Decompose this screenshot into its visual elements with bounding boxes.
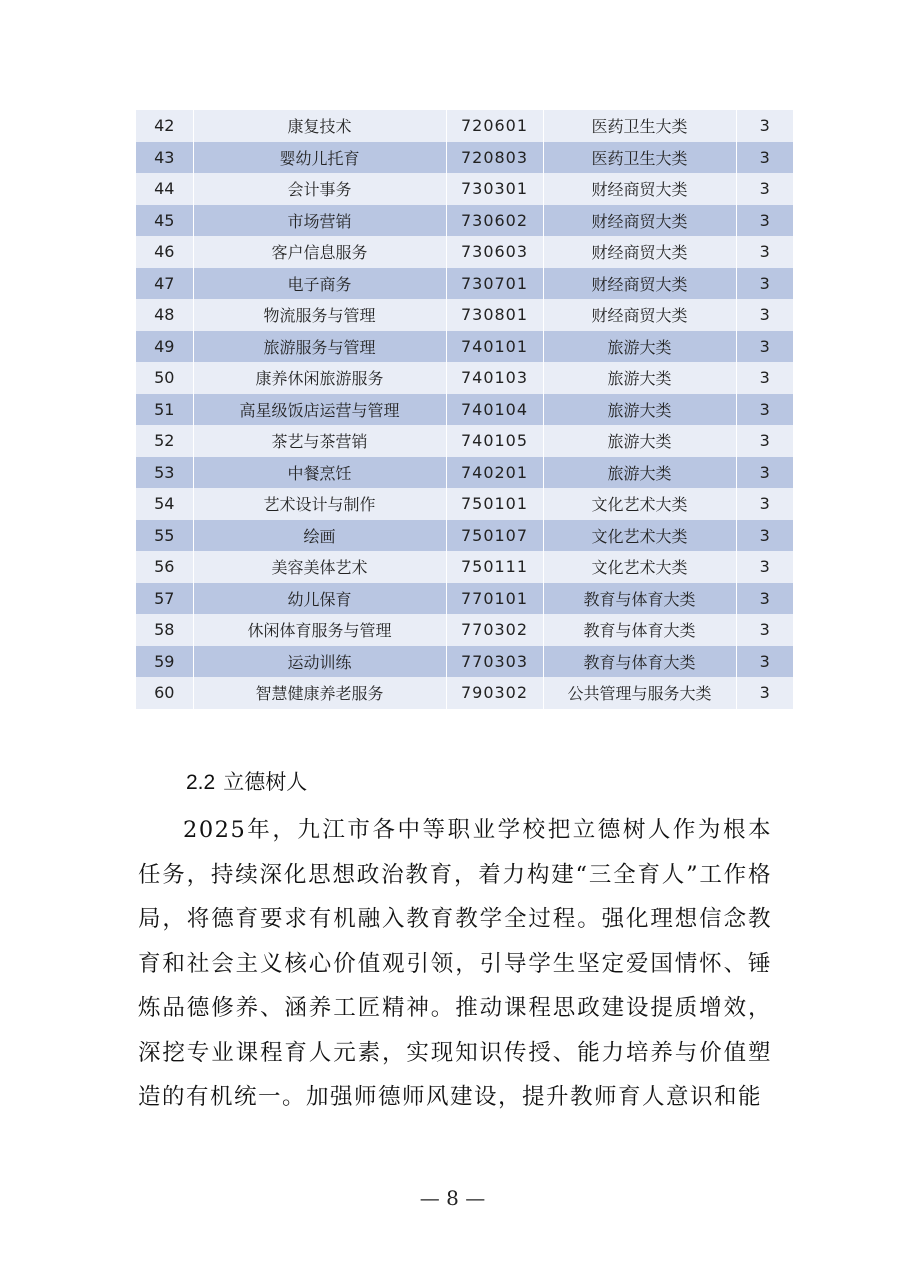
body-paragraph: 2025年，九江市各中等职业学校把立德树人作为根本任务，持续深化思想政治教育，着力构建“三全育人”工作格局，将德育要求有机融入教育教学全过程。强化理想信念教育和社会主义核心价值观引领，引导学生坚定爱国情怀、锤炼品德修养、涵养工匠精神。推动课程思政建设提质增效，深挖专业课程育人元素，实现知识传授、能力培养与价值塑造的有机统一。加强师德师风建设，提升教师育人意识和能 [138, 817, 772, 1110]
table-row [136, 488, 793, 520]
table-row [136, 425, 793, 457]
study-years-cell: 3 [736, 236, 793, 268]
table-row [136, 614, 793, 646]
row-number-cell: 52 [136, 425, 193, 457]
study-years-cell: 3 [736, 520, 793, 552]
major-name-cell: 运动训练 [193, 646, 446, 678]
row-number-cell: 54 [136, 488, 193, 520]
major-code-cell: 720803 [446, 142, 543, 174]
major-name-cell: 休闲体育服务与管理 [193, 614, 446, 646]
table-row [136, 142, 793, 174]
major-code-cell: 750111 [446, 551, 543, 583]
major-name-cell: 旅游服务与管理 [193, 331, 446, 363]
major-code-cell: 720601 [446, 110, 543, 142]
row-number-cell: 46 [136, 236, 193, 268]
major-category-cell: 财经商贸大类 [543, 268, 736, 300]
major-category-cell: 财经商贸大类 [543, 173, 736, 205]
study-years-cell: 3 [736, 110, 793, 142]
table-row [136, 394, 793, 426]
study-years-cell: 3 [736, 551, 793, 583]
major-name-cell: 物流服务与管理 [193, 299, 446, 331]
major-category-cell: 旅游大类 [543, 362, 736, 394]
major-code-cell: 740101 [446, 331, 543, 363]
row-number-cell: 60 [136, 677, 193, 709]
major-category-cell: 旅游大类 [543, 331, 736, 363]
study-years-cell: 3 [736, 173, 793, 205]
table-row [136, 110, 793, 142]
majors-table-body [136, 110, 793, 709]
table-row [136, 268, 793, 300]
row-number-cell: 58 [136, 614, 193, 646]
major-code-cell: 770101 [446, 583, 543, 615]
table-row [136, 299, 793, 331]
study-years-cell: 3 [736, 362, 793, 394]
major-category-cell: 文化艺术大类 [543, 520, 736, 552]
study-years-cell: 3 [736, 142, 793, 174]
major-name-cell: 市场营销 [193, 205, 446, 237]
major-code-cell: 730801 [446, 299, 543, 331]
study-years-cell: 3 [736, 488, 793, 520]
major-code-cell: 730603 [446, 236, 543, 268]
row-number-cell: 47 [136, 268, 193, 300]
study-years-cell: 3 [736, 425, 793, 457]
section-title: 立德树人 [223, 770, 308, 794]
major-name-cell: 康复技术 [193, 110, 446, 142]
row-number-cell: 56 [136, 551, 193, 583]
study-years-cell: 3 [736, 646, 793, 678]
table-row [136, 173, 793, 205]
study-years-cell: 3 [736, 583, 793, 615]
row-number-cell: 43 [136, 142, 193, 174]
major-code-cell: 750101 [446, 488, 543, 520]
row-number-cell: 44 [136, 173, 193, 205]
major-code-cell: 770303 [446, 646, 543, 678]
major-code-cell: 730602 [446, 205, 543, 237]
table-row [136, 520, 793, 552]
major-code-cell: 790302 [446, 677, 543, 709]
table-row [136, 646, 793, 678]
study-years-cell: 3 [736, 677, 793, 709]
major-name-cell: 美容美体艺术 [193, 551, 446, 583]
major-category-cell: 教育与体育大类 [543, 646, 736, 678]
major-code-cell: 730301 [446, 173, 543, 205]
study-years-cell: 3 [736, 331, 793, 363]
study-years-cell: 3 [736, 457, 793, 489]
row-number-cell: 51 [136, 394, 193, 426]
major-name-cell: 绘画 [193, 520, 446, 552]
major-category-cell: 医药卫生大类 [543, 142, 736, 174]
major-code-cell: 750107 [446, 520, 543, 552]
study-years-cell: 3 [736, 299, 793, 331]
study-years-cell: 3 [736, 614, 793, 646]
section-number: 2.2 [186, 771, 216, 794]
table-row [136, 457, 793, 489]
major-category-cell: 公共管理与服务大类 [543, 677, 736, 709]
major-code-cell: 730701 [446, 268, 543, 300]
section-heading [186, 766, 307, 796]
study-years-cell: 3 [736, 268, 793, 300]
major-category-cell: 财经商贸大类 [543, 299, 736, 331]
majors-table [136, 110, 793, 709]
major-name-cell: 婴幼儿托育 [193, 142, 446, 174]
major-name-cell: 康养休闲旅游服务 [193, 362, 446, 394]
major-category-cell: 财经商贸大类 [543, 236, 736, 268]
major-category-cell: 旅游大类 [543, 425, 736, 457]
table-row [136, 205, 793, 237]
major-category-cell: 文化艺术大类 [543, 488, 736, 520]
table-row [136, 583, 793, 615]
table-row [136, 551, 793, 583]
major-name-cell: 中餐烹饪 [193, 457, 446, 489]
table-row [136, 677, 793, 709]
major-name-cell: 智慧健康养老服务 [193, 677, 446, 709]
study-years-cell: 3 [736, 205, 793, 237]
row-number-cell: 57 [136, 583, 193, 615]
major-category-cell: 旅游大类 [543, 394, 736, 426]
row-number-cell: 48 [136, 299, 193, 331]
major-name-cell: 客户信息服务 [193, 236, 446, 268]
row-number-cell: 49 [136, 331, 193, 363]
major-category-cell: 文化艺术大类 [543, 551, 736, 583]
major-code-cell: 740105 [446, 425, 543, 457]
major-code-cell: 770302 [446, 614, 543, 646]
row-number-cell: 42 [136, 110, 193, 142]
major-code-cell: 740201 [446, 457, 543, 489]
major-category-cell: 教育与体育大类 [543, 583, 736, 615]
major-name-cell: 幼儿保育 [193, 583, 446, 615]
major-name-cell: 会计事务 [193, 173, 446, 205]
major-code-cell: 740103 [446, 362, 543, 394]
table-row [136, 236, 793, 268]
row-number-cell: 55 [136, 520, 193, 552]
major-name-cell: 艺术设计与制作 [193, 488, 446, 520]
row-number-cell: 53 [136, 457, 193, 489]
study-years-cell: 3 [736, 394, 793, 426]
major-category-cell: 财经商贸大类 [543, 205, 736, 237]
table-row [136, 362, 793, 394]
page-number: — 8 — [419, 1186, 486, 1210]
major-category-cell: 旅游大类 [543, 457, 736, 489]
major-name-cell: 茶艺与茶营销 [193, 425, 446, 457]
row-number-cell: 50 [136, 362, 193, 394]
major-name-cell: 电子商务 [193, 268, 446, 300]
table-row [136, 331, 793, 363]
major-code-cell: 740104 [446, 394, 543, 426]
major-category-cell: 医药卫生大类 [543, 110, 736, 142]
row-number-cell: 59 [136, 646, 193, 678]
major-category-cell: 教育与体育大类 [543, 614, 736, 646]
major-name-cell: 高星级饭店运营与管理 [193, 394, 446, 426]
row-number-cell: 45 [136, 205, 193, 237]
